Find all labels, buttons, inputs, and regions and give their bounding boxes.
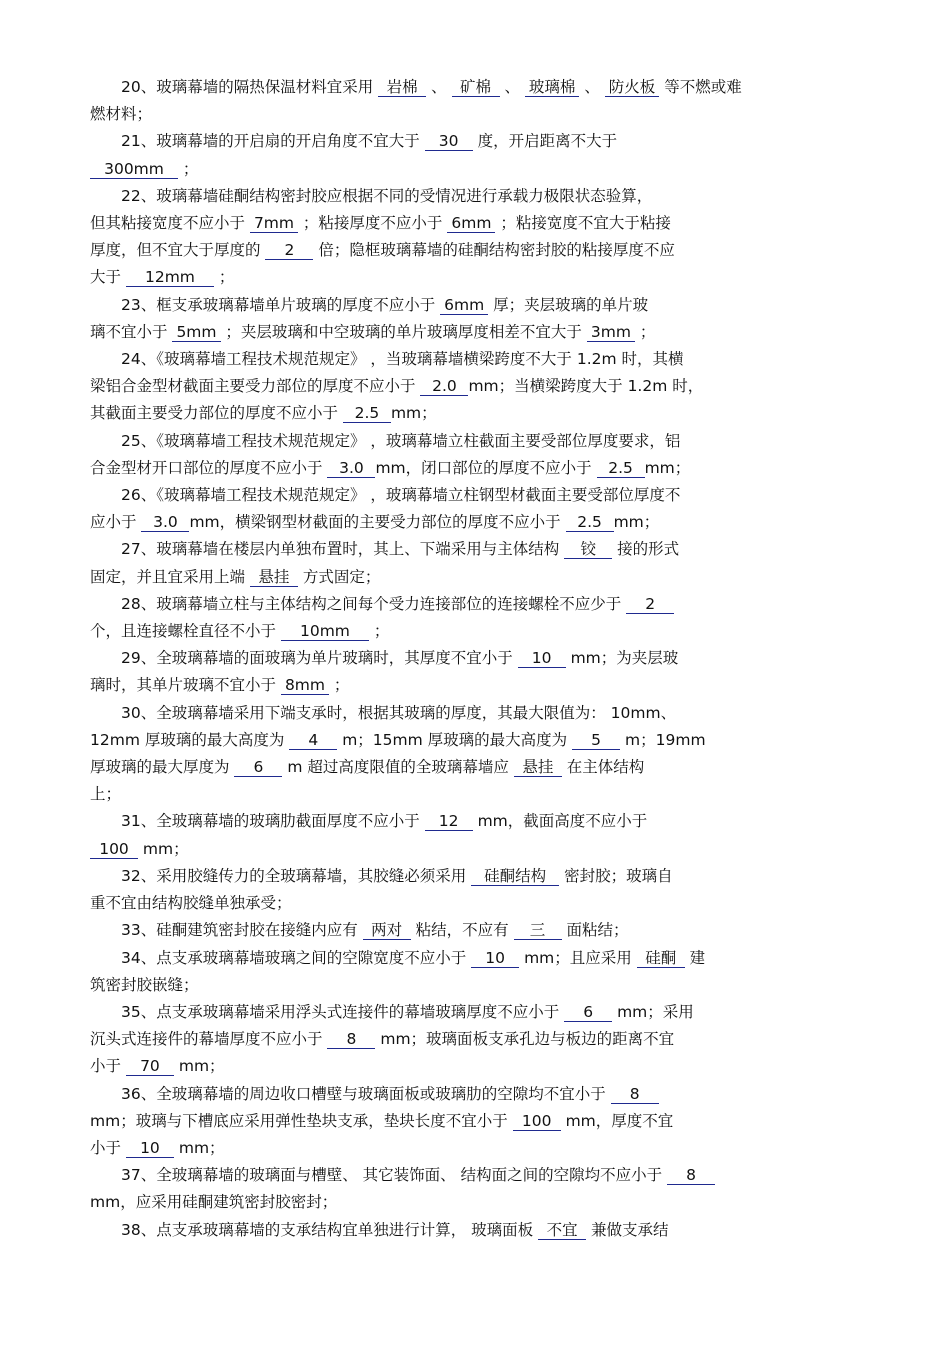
question-text: 度，开启距离不大于 [472, 132, 618, 151]
answer-blank: 5 [572, 731, 620, 750]
question-27 [90, 536, 846, 590]
question-line [90, 754, 846, 781]
question-text: 厚玻璃的最大厚度为 [90, 758, 235, 777]
question-line [90, 890, 846, 917]
question-line [90, 1081, 846, 1108]
question-text: 梁铝合金型材截面主要受力部位的厚度不应小于 [90, 377, 421, 396]
answer-blank: 3mm [587, 323, 635, 342]
question-35 [90, 999, 846, 1081]
question-text: 28、玻璃幕墙立柱与主体结构之间每个受力连接部位的连接螺栓不应少于 [121, 594, 627, 613]
question-text: 22、玻璃幕墙硅酮结构密封胶应根据不同的受情况进行承载力极限状态验算， [121, 186, 653, 205]
question-text: mm； [173, 1057, 225, 1076]
question-line [90, 672, 846, 699]
question-line [90, 210, 846, 237]
answer-blank: 悬挂 [250, 568, 298, 587]
question-text: 应小于 [90, 513, 142, 532]
question-text: m；15mm 厚玻璃的最大高度为 [337, 730, 573, 749]
question-text: 璃时，其单片玻璃不宜小于 [90, 676, 281, 695]
question-text: mm，应采用硅酮建筑密封胶密封； [90, 1193, 338, 1212]
question-text: ；夹层玻璃和中空玻璃的单片玻璃厚度相差不宜大于 [220, 322, 587, 341]
question-text: mm；当横梁跨度大于 1.2m 时， [468, 377, 704, 396]
answer-blank: 2.0 [420, 377, 468, 396]
answer-blank: 4 [289, 731, 337, 750]
question-line [90, 1026, 846, 1053]
question-line [90, 74, 846, 101]
question-text: 倍；隐框玻璃幕墙的硅酮结构密封胶的粘接厚度不应 [313, 241, 675, 260]
question-text: ；粘接厚度不应小于 [298, 214, 448, 233]
answer-blank: 防火板 [605, 78, 660, 97]
answer-blank: 8 [611, 1085, 659, 1104]
question-line [90, 482, 846, 509]
question-line [90, 727, 846, 754]
question-text: 30、全玻璃幕墙采用下端支承时，根据其玻璃的厚度，其最大限值为： 10mm、 [121, 703, 677, 722]
question-text: ；粘接宽度不宜大于粘接 [495, 214, 671, 233]
question-text: 固定，并且宜采用上端 [90, 567, 250, 586]
answer-blank: 10 [126, 1139, 174, 1158]
answer-blank: 10 [518, 649, 566, 668]
question-text: 厚；夹层玻璃的单片玻 [488, 295, 649, 314]
question-text: 其截面主要受力部位的厚度不应小于 [90, 404, 343, 423]
question-36 [90, 1081, 846, 1163]
answer-blank: 3.0 [141, 513, 189, 532]
answer-blank: 12mm [126, 268, 214, 287]
answer-blank: 2.5 [343, 404, 391, 423]
answer-blank: 100 [513, 1112, 561, 1131]
answer-blank: 2.5 [566, 513, 614, 532]
question-text: 面粘结； [561, 921, 629, 940]
question-text: 建 [684, 948, 706, 967]
question-line [90, 781, 846, 808]
question-line [90, 591, 846, 618]
question-text: 方式固定； [297, 567, 381, 586]
question-text: 、 [426, 78, 452, 96]
question-line [90, 536, 846, 563]
answer-blank: 硅酮结构 [471, 867, 559, 886]
question-text: 粘结，不应有 [410, 921, 514, 940]
question-line [90, 1135, 846, 1162]
question-text: 、 [499, 78, 525, 96]
question-text: 35、点支承玻璃幕墙采用浮头式连接件的幕墙玻璃厚度不应小于 [121, 1002, 565, 1021]
question-38 [90, 1217, 846, 1244]
question-line [90, 863, 846, 890]
answer-blank: 10 [471, 949, 519, 968]
question-text: mm；采用 [612, 1002, 694, 1021]
question-text: mm，闭口部位的厚度不应小于 [375, 458, 597, 477]
question-29 [90, 645, 846, 699]
question-20 [90, 74, 846, 128]
question-text: 36、全玻璃幕墙的周边收口槽壁与玻璃面板或玻璃肋的空隙均不宜小于 [121, 1084, 611, 1103]
question-line [90, 1189, 846, 1216]
question-text: mm； [390, 404, 437, 423]
answer-blank: 矿棉 [452, 78, 500, 97]
question-text: mm，截面高度不应小于 [472, 812, 648, 831]
answer-blank: 岩棉 [378, 78, 426, 97]
question-text: 34、点支承玻璃幕墙玻璃之间的空隙宽度不应小于 [121, 948, 472, 967]
question-text: 小于 [90, 1057, 126, 1076]
question-text: mm；且应采用 [519, 948, 637, 967]
question-text: mm；玻璃面板支承孔边与板边的距离不宜 [375, 1030, 675, 1049]
answer-blank: 铰 [564, 540, 612, 559]
question-text: 23、框支承玻璃幕墙单片玻璃的厚度不应小于 [121, 295, 441, 314]
question-line [90, 1217, 846, 1244]
question-text: 32、采用胶缝传力的全玻璃幕墙，其胶缝必须采用 [121, 866, 472, 885]
answer-blank: 硅酮 [637, 949, 685, 968]
question-26 [90, 482, 846, 536]
question-line [90, 917, 846, 944]
question-34 [90, 945, 846, 999]
question-line [90, 1108, 846, 1135]
question-text: 26、《玻璃幕墙工程技术规范规定》 ，玻璃幕墙立柱钢型材截面主要受部位厚度不 [121, 486, 681, 505]
question-line [90, 1053, 846, 1080]
answer-blank: 6mm [440, 296, 488, 315]
question-text: 燃材料； [90, 105, 153, 124]
question-line [90, 373, 846, 400]
answer-blank: 12 [425, 812, 473, 831]
question-text: mm，厚度不宜 [560, 1111, 674, 1130]
answer-blank: 两对 [363, 921, 411, 940]
question-text: ； [368, 622, 390, 641]
question-line [90, 972, 846, 999]
question-line [90, 101, 846, 128]
question-text: 筑密封胶嵌缝； [90, 975, 199, 994]
question-25 [90, 428, 846, 482]
question-text: mm； [138, 839, 189, 858]
question-line [90, 999, 846, 1026]
question-text: 25、《玻璃幕墙工程技术规范规定》 ，玻璃幕墙立柱截面主要受部位厚度要求，铝 [121, 431, 681, 450]
question-text: 重不宜由结构胶缝单独承受； [90, 894, 292, 913]
answer-blank: 2.5 [597, 459, 645, 478]
question-line [90, 618, 846, 645]
question-text: ； [178, 159, 199, 178]
answer-blank: 10mm [281, 622, 369, 641]
question-line [90, 428, 846, 455]
answer-blank: 3.0 [327, 459, 375, 478]
question-text: 但其粘接宽度不应小于 [90, 214, 250, 233]
question-text: 38、点支承玻璃幕墙的支承结构宜单独进行计算， 玻璃面板 [121, 1220, 539, 1239]
answer-blank: 不宜 [538, 1221, 586, 1240]
question-line [90, 945, 846, 972]
question-line [90, 156, 846, 183]
question-text: 、 [579, 78, 605, 96]
answer-blank: 8mm [281, 676, 329, 695]
question-line [90, 509, 846, 536]
question-text: ； [213, 268, 235, 287]
question-text: 31、全玻璃幕墙的玻璃肋截面厚度不应小于 [121, 812, 425, 831]
question-text: 上； [90, 785, 122, 804]
question-text: mm；为夹层玻 [565, 649, 679, 668]
question-text: m；19mm [620, 730, 706, 749]
question-text: 个，且连接螺栓直径不小于 [90, 622, 281, 641]
answer-blank: 悬挂 [514, 758, 562, 777]
question-text: 在主体结构 [561, 758, 645, 777]
question-33 [90, 917, 846, 944]
answer-blank: 6mm [447, 214, 495, 233]
answer-blank: 2 [265, 241, 313, 260]
question-line [90, 319, 846, 346]
question-line [90, 645, 846, 672]
question-line [90, 808, 846, 835]
question-text: ； [329, 676, 350, 695]
question-28 [90, 591, 846, 645]
question-text: 沉头式连接件的幕墙厚度不应小于 [90, 1030, 328, 1049]
question-text: mm； [644, 458, 691, 477]
answer-blank: 8 [327, 1030, 375, 1049]
answer-blank: 三 [514, 921, 562, 940]
question-21 [90, 128, 846, 182]
question-24 [90, 346, 846, 428]
question-text: 20、玻璃幕墙的隔热保温材料宜采用 [121, 78, 379, 96]
question-text: 小于 [90, 1138, 126, 1157]
question-text: 27、玻璃幕墙在楼层内单独布置时，其上、下端采用与主体结构 [121, 540, 565, 559]
answer-blank: 2 [626, 595, 674, 614]
question-text: 接的形式 [612, 540, 680, 559]
question-text: 29、全玻璃幕墙的面玻璃为单片玻璃时，其厚度不宜小于 [121, 649, 518, 668]
question-line [90, 292, 846, 319]
question-30 [90, 700, 846, 809]
answer-blank: 玻璃棉 [525, 78, 580, 97]
question-text: 密封胶；玻璃自 [559, 866, 673, 885]
question-line [90, 700, 846, 727]
question-line [90, 836, 846, 863]
question-31 [90, 808, 846, 862]
question-text: mm； [173, 1138, 225, 1157]
answer-blank: 5mm [172, 323, 220, 342]
question-line [90, 264, 846, 291]
question-text: mm；玻璃与下槽底应采用弹性垫块支承，垫块长度不宜小于 [90, 1111, 513, 1130]
question-text: 21、玻璃幕墙的开启扇的开启角度不宜大于 [121, 132, 425, 151]
question-text: 兼做支承结 [586, 1220, 669, 1239]
question-text: 37、全玻璃幕墙的玻璃面与槽壁、 其它装饰面、 结构面之间的空隙均不应小于 [121, 1166, 668, 1185]
question-32 [90, 863, 846, 917]
question-line [90, 1162, 846, 1189]
document-body [90, 74, 846, 1244]
answer-blank: 100 [90, 840, 138, 859]
answer-blank: 30 [425, 132, 473, 151]
question-line [90, 237, 846, 264]
question-text: mm； [613, 513, 660, 532]
question-text: 大于 [90, 268, 126, 287]
question-line [90, 128, 846, 155]
question-line [90, 400, 846, 427]
question-23 [90, 292, 846, 346]
answer-blank: 6 [564, 1003, 612, 1022]
question-line [90, 564, 846, 591]
question-text: 24、《玻璃幕墙工程技术规范规定》 ，当玻璃幕墙横梁跨度不大于 1.2m 时，其横 [121, 350, 684, 369]
answer-blank: 7mm [250, 214, 298, 233]
answer-blank: 8 [667, 1166, 715, 1185]
question-text: ； [634, 322, 656, 341]
question-text: 厚度，但不宜大于厚度的 [90, 241, 266, 260]
question-text: 等不燃或难 [659, 78, 742, 96]
question-line [90, 183, 846, 210]
question-text: 33、硅酮建筑密封胶在接缝内应有 [121, 921, 363, 940]
question-text: m 超过高度限值的全玻璃幕墙应 [282, 758, 514, 777]
question-text: 合金型材开口部位的厚度不应小于 [90, 458, 328, 477]
question-text: 璃不宜小于 [90, 322, 173, 341]
question-line [90, 455, 846, 482]
answer-blank: 300mm [90, 160, 178, 179]
answer-blank: 6 [234, 758, 282, 777]
question-22 [90, 183, 846, 292]
question-text: 12mm 厚玻璃的最大高度为 [90, 730, 290, 749]
answer-blank: 70 [126, 1057, 174, 1076]
question-37 [90, 1162, 846, 1216]
question-line [90, 346, 846, 373]
question-text: mm，横梁钢型材截面的主要受力部位的厚度不应小于 [189, 513, 566, 532]
